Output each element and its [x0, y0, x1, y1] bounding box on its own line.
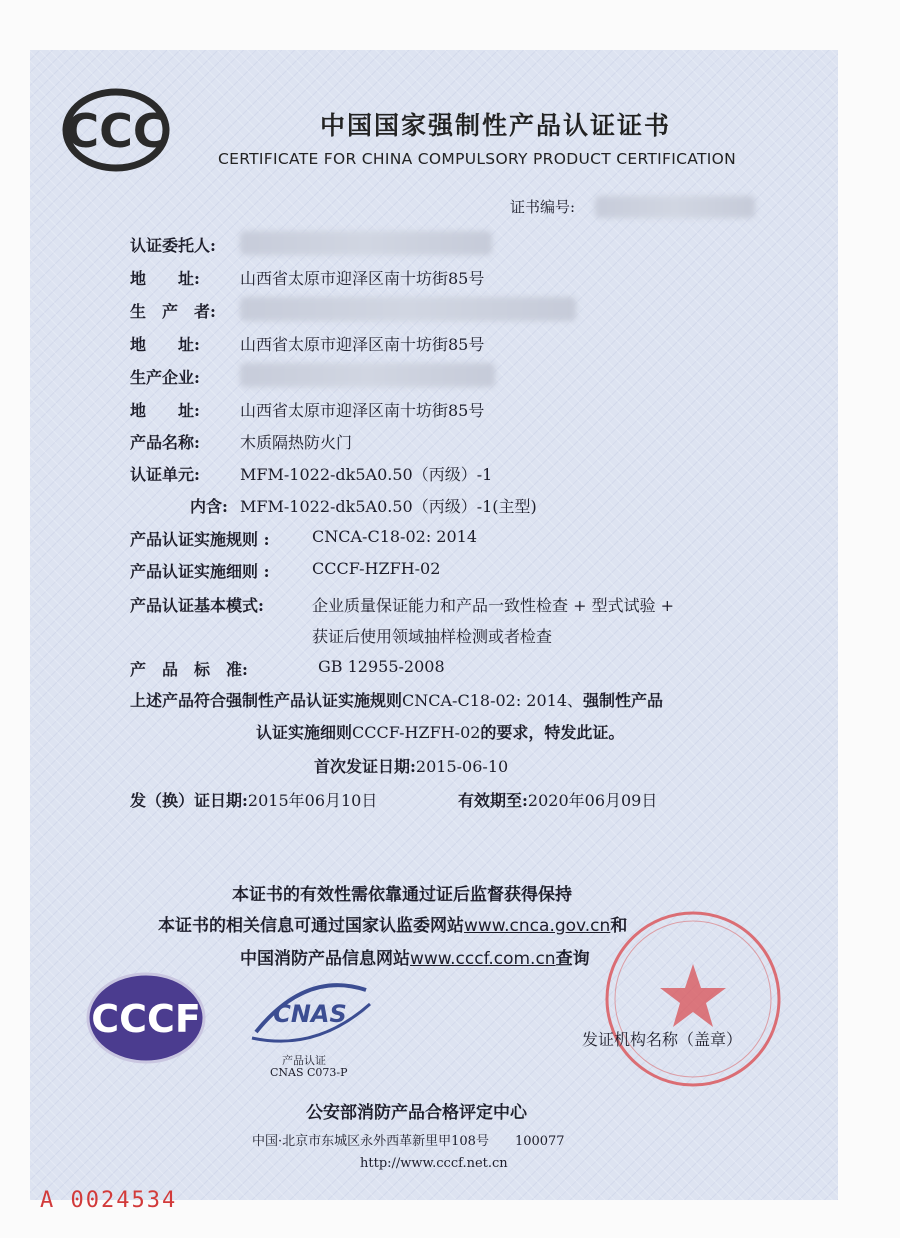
- notice-2b: 和: [610, 916, 628, 936]
- issuer-name: 公安部消防产品合格评定中心: [306, 1103, 527, 1123]
- standard-label: 产 品 标 准:: [130, 660, 248, 679]
- ccc-logo: [62, 88, 170, 172]
- conformity-1c: 强制性产品: [583, 691, 664, 710]
- cnas-logo-text: CNAS: [273, 1000, 347, 1028]
- unit-value: MFM-1022-dk5A0.50（丙级）-1: [240, 465, 493, 484]
- issuer-address: 中国·北京市东城区永外西革新里甲108号 100077: [252, 1134, 565, 1149]
- cert-no-redacted: [595, 196, 755, 218]
- mode-line-1: 企业质量保证能力和产品一致性检查 + 型式试验 +: [312, 596, 675, 615]
- issue-date: [130, 788, 377, 811]
- seal-star-icon: [660, 964, 726, 1027]
- applicant-label: 认证委托人:: [130, 236, 216, 255]
- address-value-2: 山西省太原市迎泽区南十坊街85号: [240, 335, 485, 354]
- standard-value: GB 12955-2008: [318, 657, 445, 676]
- address-label-3: 地 址:: [130, 401, 200, 420]
- official-seal: [600, 906, 786, 1092]
- notice-line-3: [240, 944, 590, 969]
- conformity-1b: CNCA-C18-02: 2014、: [402, 691, 584, 710]
- detail-value: CCCF-HZFH-02: [312, 559, 441, 578]
- detail-label: 产品认证实施细则 :: [130, 562, 270, 581]
- cnas-logo: [246, 980, 376, 1048]
- product-name-value: 木质隔热防火门: [240, 433, 353, 452]
- first-issue-date: [314, 754, 508, 777]
- contains-value: MFM-1022-dk5A0.50（丙级）-1(主型): [240, 497, 537, 516]
- issuer-website[interactable]: http://www.cccf.net.cn: [360, 1156, 508, 1171]
- valid-until-label: 有效期至:: [458, 791, 528, 810]
- address-label-2: 地 址:: [130, 335, 200, 354]
- cnca-link[interactable]: www.cnca.gov.cn: [464, 916, 611, 936]
- seal-label: 发证机构名称（盖章）: [582, 1030, 743, 1049]
- manufacturer-label: 生 产 者:: [130, 302, 216, 321]
- contains-label: 内含:: [190, 497, 228, 516]
- product-name-label: 产品名称:: [130, 433, 200, 452]
- address-value-3: 山西省太原市迎泽区南十坊街85号: [240, 401, 485, 420]
- issue-date-value: 2015年06月10日: [247, 791, 378, 810]
- valid-until: [458, 788, 657, 811]
- factory-redacted: [240, 363, 495, 387]
- notice-3a: 中国消防产品信息网站: [240, 949, 410, 969]
- manufacturer-redacted: [240, 297, 576, 321]
- conformity-2c: 的要求，特发此证。: [480, 723, 625, 742]
- serial-number: A 0024534: [40, 1188, 178, 1213]
- cnas-caption-2: CNAS C073-P: [270, 1066, 348, 1079]
- applicant-redacted: [240, 231, 492, 255]
- cccf-logo-text: CCCF: [91, 997, 201, 1041]
- mode-line-2: 获证后使用领域抽样检测或者检查: [312, 627, 553, 646]
- factory-label: 生产企业:: [130, 368, 200, 387]
- notice-line-2: [158, 911, 627, 936]
- cccf-link[interactable]: www.cccf.com.cn: [410, 949, 556, 969]
- conformity-1a: 上述产品符合强制性产品认证实施规则: [130, 691, 403, 710]
- conformity-line-1: [130, 688, 663, 711]
- conformity-2a: 认证实施细则: [256, 723, 353, 742]
- title-english: CERTIFICATE FOR CHINA COMPULSORY PRODUCT CERTIFICATION: [218, 150, 736, 168]
- cccf-logo: [84, 970, 210, 1066]
- address-value-1: 山西省太原市迎泽区南十坊街85号: [240, 269, 485, 288]
- notice-2a: 本证书的相关信息可通过国家认监委网站: [158, 916, 464, 936]
- issue-date-label: 发（换）证日期:: [130, 791, 248, 810]
- title-chinese: 中国国家强制性产品认证证书: [320, 111, 672, 140]
- notice-3b: 查询: [555, 949, 590, 969]
- ccc-logo-text: CCC: [65, 104, 167, 158]
- unit-label: 认证单元:: [130, 465, 200, 484]
- first-issue-value: 2015-06-10: [415, 757, 509, 776]
- conformity-2b: CCCF-HZFH-02: [352, 723, 481, 742]
- rule-label: 产品认证实施规则 :: [130, 530, 270, 549]
- conformity-line-2: [256, 720, 624, 743]
- address-label-1: 地 址:: [130, 269, 200, 288]
- mode-label: 产品认证基本模式:: [130, 596, 264, 615]
- cert-no-label: 证书编号:: [510, 198, 576, 216]
- first-issue-label: 首次发证日期:: [314, 757, 416, 776]
- notice-line-1: 本证书的有效性需依靠通过证后监督获得保持: [232, 885, 572, 905]
- valid-until-value: 2020年06月09日: [527, 791, 658, 810]
- cnas-caption-1: 产品认证: [282, 1054, 326, 1067]
- rule-value: CNCA-C18-02: 2014: [312, 527, 478, 546]
